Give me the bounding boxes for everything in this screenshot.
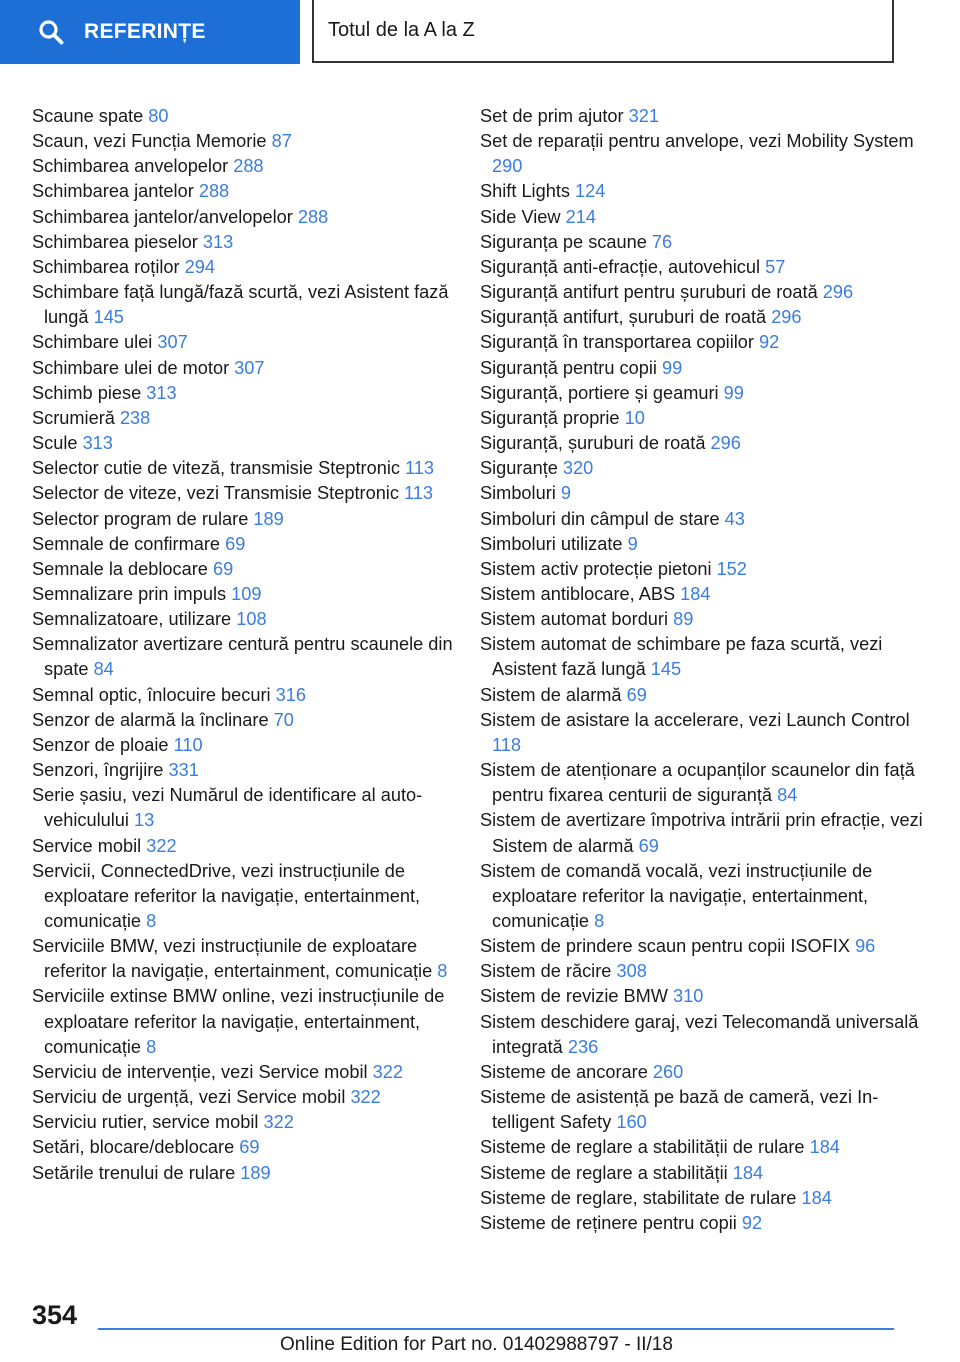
page-link[interactable]: 109	[231, 583, 262, 604]
index-entry-text: Senzori, îngrijire	[32, 760, 164, 781]
index-entry-text: Sisteme de reglare, stabilitate de rulare	[480, 1187, 797, 1208]
page-link[interactable]: 8	[146, 911, 157, 931]
index-entry	[32, 733, 472, 758]
page-link[interactable]: 260	[652, 1061, 684, 1082]
page-link[interactable]: 313	[202, 231, 234, 252]
page-link[interactable]: 152	[716, 558, 747, 579]
index-entry-text: Schimb piese	[32, 382, 142, 403]
page-link[interactable]: 238	[119, 407, 151, 428]
footer-divider	[98, 1328, 894, 1330]
index-entry-text: Setările trenului de rulare	[32, 1162, 236, 1183]
index-entry-text: Serviciu de intervenție, vezi Service mobil	[32, 1061, 368, 1082]
page-link[interactable]: 84	[93, 659, 114, 680]
page-link[interactable]: 331	[168, 760, 199, 781]
page-link[interactable]: 89	[673, 609, 694, 630]
index-entry-text: Selector cutie de viteză, transmisie Steptronic	[32, 458, 400, 479]
index-entry-text: Semnalizare prin impuls	[32, 583, 227, 604]
index-entry	[480, 381, 925, 406]
page-link[interactable]: 9	[627, 533, 638, 554]
index-entry-text: Sistem antiblocare, ABS	[480, 583, 676, 604]
index-entry	[480, 129, 925, 179]
page-link[interactable]: 313	[82, 433, 113, 454]
page-link[interactable]: 296	[771, 307, 802, 328]
index-entry	[480, 481, 925, 506]
index-entry-text: Schimbarea anvelopelor	[32, 156, 229, 177]
index-entry-text: Sistem de atenționare a ocupanților scaunelor din față pentru fixarea centurii de siguranță	[480, 760, 915, 806]
page-link[interactable]: 307	[157, 332, 188, 353]
index-entry-text: Sisteme de reglare a stabilității	[480, 1162, 728, 1183]
index-entry-text: Simboluri din câmpul de stare	[480, 508, 720, 529]
page-link[interactable]: 43	[724, 508, 745, 529]
index-entry-text: Schimbarea roților	[32, 256, 180, 277]
page-link[interactable]: 307	[234, 357, 265, 378]
page-link[interactable]: 92	[741, 1212, 763, 1233]
index-entry-text: Sistem de alarmă	[480, 684, 622, 705]
index-entry	[32, 859, 472, 934]
index-entry	[480, 959, 925, 984]
page-link[interactable]: 189	[240, 1162, 271, 1183]
index-entry-text: Siguranță proprie	[480, 407, 620, 428]
index-entry	[480, 230, 925, 255]
index-entry	[480, 758, 925, 808]
index-entry-text: Service mobil	[32, 835, 142, 856]
page-link[interactable]: 13	[134, 810, 155, 831]
index-entry-text: Schimbarea jantelor/anvelopelor	[32, 206, 293, 227]
index-entry	[480, 683, 925, 708]
page-link[interactable]: 290	[492, 156, 523, 177]
index-entry-text: Sistem activ protecție pietoni	[480, 558, 712, 579]
index-entry	[480, 507, 925, 532]
page-number: 354	[32, 1300, 78, 1330]
index-entry-text: Siguranță, șuruburi de roată	[480, 433, 706, 454]
index-entry	[32, 255, 472, 280]
index-entry-text: Senzor de ploaie	[32, 734, 169, 755]
index-entry	[32, 1110, 472, 1135]
page-link[interactable]: 113	[405, 458, 435, 479]
page-link[interactable]: 322	[263, 1112, 294, 1133]
search-icon	[38, 19, 64, 45]
index-entry	[480, 582, 925, 607]
page-link[interactable]: 316	[275, 684, 306, 705]
index-entry	[32, 1135, 472, 1160]
index-entry	[32, 129, 472, 154]
index-entry	[32, 431, 472, 456]
page-link[interactable]: 214	[565, 206, 596, 227]
index-entry	[480, 607, 925, 632]
index-entry	[480, 1085, 925, 1135]
index-entry	[480, 1060, 925, 1085]
index-entry	[32, 984, 472, 1059]
index-entry	[32, 104, 472, 129]
page-link[interactable]: 69	[225, 533, 246, 554]
page-link[interactable]: 69	[626, 684, 647, 705]
index-entry	[480, 255, 925, 280]
index-entry-text: Servicii, ConnectedDrive, vezi instrucțiunile de exploatare referitor la navigație, entertainment, comunicație	[32, 860, 421, 931]
index-entry-text: Scaune spate	[32, 106, 144, 126]
index-entry	[480, 532, 925, 557]
index-entry-text: Senzor de alarmă la înclinare	[32, 709, 269, 730]
index-entry-text: Sistem de revizie BMW	[480, 986, 668, 1007]
index-entry	[480, 1161, 925, 1186]
page-link[interactable]: 160	[616, 1112, 647, 1133]
tab-a-to-z[interactable]	[312, 0, 894, 63]
index-entry	[480, 104, 925, 129]
page-link[interactable]: 96	[855, 936, 876, 957]
top-navigation	[0, 0, 960, 66]
page-link[interactable]: 145	[650, 659, 682, 680]
index-entry	[480, 1186, 925, 1211]
index-entry	[32, 708, 472, 733]
index-entry-text: Scaun, vezi Funcția Memorie	[32, 131, 267, 152]
page-link[interactable]: 9	[560, 483, 571, 504]
page-link[interactable]: 321	[628, 106, 659, 126]
index-entry-text: Semnalizatoare, utilizare	[32, 609, 232, 630]
page-link[interactable]: 145	[93, 307, 124, 328]
page-link[interactable]: 288	[233, 156, 264, 177]
page-link[interactable]: 184	[732, 1162, 764, 1183]
page-link[interactable]: 10	[624, 407, 645, 428]
index-entry	[32, 456, 472, 481]
index-entry	[32, 205, 472, 230]
page-link[interactable]: 184	[801, 1187, 832, 1208]
index-entry	[32, 758, 472, 783]
index-entry	[480, 179, 925, 204]
page-link[interactable]: 8	[146, 1036, 157, 1057]
page-link[interactable]: 110	[173, 734, 203, 755]
page-link[interactable]: 69	[638, 835, 659, 856]
index-entry-text: Siguranță, portiere și geamuri	[480, 382, 719, 403]
index-entry	[32, 481, 472, 506]
page-link[interactable]: 69	[239, 1137, 260, 1158]
index-entry-text: Sisteme de asistență pe bază de cameră, vezi Intelligent Safety	[480, 1087, 879, 1133]
index-entry-text: Sistem de avertizare împotriva intrării prin efracție, vezi Sistem de alarmă	[480, 810, 923, 856]
index-entry-text: Sistem automat borduri	[480, 609, 669, 630]
page-link[interactable]: 8	[437, 961, 448, 982]
index-entry-text: Schimbare față lungă/fază scurtă, vezi Asistent fază lungă	[32, 282, 449, 328]
index-entry	[480, 708, 925, 758]
index-entry	[480, 456, 925, 481]
index-entry	[32, 632, 472, 682]
index-entry	[480, 205, 925, 230]
index-entry	[480, 330, 925, 355]
index-entry	[480, 305, 925, 330]
page-link[interactable]: 296	[710, 433, 741, 454]
index-entry	[480, 859, 925, 934]
page-link[interactable]: 84	[777, 785, 798, 806]
page-link[interactable]: 80	[148, 106, 169, 126]
page-link[interactable]: 322	[146, 835, 177, 856]
page-link[interactable]: 57	[765, 256, 786, 277]
page-link[interactable]: 99	[662, 357, 683, 378]
page-link[interactable]: 70	[273, 709, 294, 730]
index-entry-text: Simboluri	[480, 483, 556, 504]
index-entry-text: Schimbare ulei de motor	[32, 357, 230, 378]
edition-info: Online Edition for Part no. 01402988797 - II/18	[280, 1334, 673, 1355]
index-entry-text: Schimbarea pieselor	[32, 231, 198, 252]
page-link[interactable]: 92	[759, 332, 780, 353]
index-entry-text: Serviciile BMW, vezi instrucțiunile de exploatare referitor la navigație, entertainment, comunicație	[32, 936, 433, 982]
index-entry	[32, 683, 472, 708]
index-entry	[480, 557, 925, 582]
page-link[interactable]: 308	[616, 961, 647, 982]
index-entry-text: Serviciu de urgență, vezi Service mobil	[32, 1087, 346, 1108]
page-link[interactable]: 118	[492, 734, 521, 755]
index-entry	[480, 356, 925, 381]
index-entry	[480, 632, 925, 682]
index-entry-text: Schimbare ulei	[32, 332, 153, 353]
index-entry-text: Serviciile extinse BMW online, vezi instrucțiunile de exploatare referitor la navigație, entertainment, comunicație	[32, 986, 445, 1057]
index-entry-text: Setări, blocare/deblocare	[32, 1137, 235, 1158]
index-entry	[32, 406, 472, 431]
page-link[interactable]: 189	[253, 508, 284, 529]
index-entry-text: Sistem de comandă vocală, vezi instrucțiunile de exploatare referitor la navigație, entertainment, comunicație	[480, 860, 873, 931]
index-entry-text: Set de prim ajutor	[480, 106, 624, 126]
index-entry-text: Scule	[32, 433, 78, 454]
index-entry-text: Selector de viteze, vezi Transmisie Steptronic	[32, 483, 399, 504]
index-entry	[32, 607, 472, 632]
page-link[interactable]: 69	[213, 558, 234, 579]
page-link[interactable]: 310	[673, 986, 704, 1007]
index-entry	[32, 330, 472, 355]
page-link[interactable]: 288	[198, 181, 230, 202]
index-entry	[32, 179, 472, 204]
page-link[interactable]: 322	[350, 1087, 381, 1108]
index-entry	[32, 582, 472, 607]
index-entry-text: Semnal optic, înlocuire becuri	[32, 684, 271, 705]
index-entry-text: Sistem deschidere garaj, vezi Telecomandă universală integrată	[480, 1011, 919, 1057]
page-link[interactable]: 87	[271, 131, 292, 152]
page-link[interactable]: 113	[404, 483, 433, 504]
index-entry-text: Set de reparații pentru anvelope, vezi Mobility System	[480, 131, 914, 152]
index-entry-text: Siguranță antifurt pentru șuruburi de roată	[480, 282, 818, 303]
page-link[interactable]: 108	[236, 609, 267, 630]
index-entry-text: Scrumieră	[32, 407, 115, 428]
index-entry-text: Side View	[480, 206, 561, 227]
index-entry	[480, 1135, 925, 1160]
index-entry	[480, 1211, 925, 1236]
index-entry-text: Siguranța pe scaune	[480, 231, 647, 252]
index-entry-text: Simboluri utilizate	[480, 533, 623, 554]
index-entry-text: Shift Lights	[480, 181, 570, 202]
index-entry-text: Sistem de răcire	[480, 961, 612, 982]
index-entry-text: Schimbarea jantelor	[32, 181, 194, 202]
index-entry	[32, 1085, 472, 1110]
index-entry	[480, 1010, 925, 1060]
page-link[interactable]: 184	[809, 1137, 840, 1158]
index-entry-text: Semnalizator avertizare centură pentru scaunele din spate	[32, 634, 453, 680]
index-entry-text: Siguranță în transportarea copiilor	[480, 332, 754, 353]
index-entry	[480, 934, 925, 959]
index-entry-text: Serie șasiu, vezi Numărul de identificare al autovehiculului	[32, 785, 423, 831]
index-entry	[32, 1060, 472, 1085]
tab-a-to-z-label: Totul de la A la Z	[328, 19, 475, 41]
index-entry	[480, 431, 925, 456]
index-entry-text: Siguranțe	[480, 458, 558, 479]
index-entry-text: Sistem automat de schimbare pe faza scurtă, vezi Asistent fază lungă	[480, 634, 883, 680]
index-entry-text: Sisteme de reglare a stabilității de rulare	[480, 1137, 805, 1158]
index-entry	[32, 557, 472, 582]
index-entry	[32, 1161, 472, 1186]
page-link[interactable]: 288	[297, 206, 329, 227]
page-link[interactable]: 313	[146, 382, 177, 403]
index-entry-text: Sisteme de ancorare	[480, 1061, 648, 1082]
index-column-left	[32, 104, 472, 1186]
page-link[interactable]: 76	[651, 231, 673, 252]
index-entry-text: Sistem de prindere scaun pentru copii ISOFIX	[480, 936, 850, 957]
page-link[interactable]: 124	[575, 181, 606, 202]
index-entry	[32, 532, 472, 557]
page-link[interactable]: 236	[567, 1036, 599, 1057]
index-entry	[32, 507, 472, 532]
index-entry-text: Siguranță antifurt, șuruburi de roată	[480, 307, 767, 328]
tab-references[interactable]	[0, 0, 300, 64]
index-column-right	[480, 104, 925, 1236]
index-entry-text: Siguranță anti-efracție, autovehicul	[480, 256, 761, 277]
index-entry	[32, 230, 472, 255]
index-entry-text: Semnale la deblocare	[32, 558, 208, 579]
index-entry-text: Semnale de confirmare	[32, 533, 221, 554]
page-link[interactable]: 322	[372, 1061, 404, 1082]
page-link[interactable]: 99	[723, 382, 744, 403]
page-link[interactable]: 320	[562, 458, 594, 479]
index-entry	[32, 834, 472, 859]
index-entry	[32, 356, 472, 381]
tab-references-label: REFERINȚE	[84, 20, 206, 43]
index-entry	[32, 934, 472, 984]
index-entry	[32, 783, 472, 833]
index-entry	[32, 381, 472, 406]
page-link[interactable]: 296	[822, 282, 854, 303]
page-link[interactable]: 294	[184, 256, 215, 277]
index-entry-text: Sisteme de reținere pentru copii	[480, 1212, 737, 1233]
index-entry-text: Selector program de rulare	[32, 508, 249, 529]
index-entry-text: Siguranță pentru copii	[480, 357, 657, 378]
page-link[interactable]: 8	[594, 911, 605, 931]
index-entry	[32, 280, 472, 330]
index-entry	[480, 984, 925, 1009]
index-entry	[32, 154, 472, 179]
page-link[interactable]: 184	[680, 583, 711, 604]
index-entry-text: Sistem de asistare la accelerare, vezi Launch Control	[480, 709, 910, 730]
index-entry	[480, 406, 925, 431]
index-entry	[480, 808, 925, 858]
index-entry-text: Serviciu rutier, service mobil	[32, 1112, 259, 1133]
index-entry	[480, 280, 925, 305]
